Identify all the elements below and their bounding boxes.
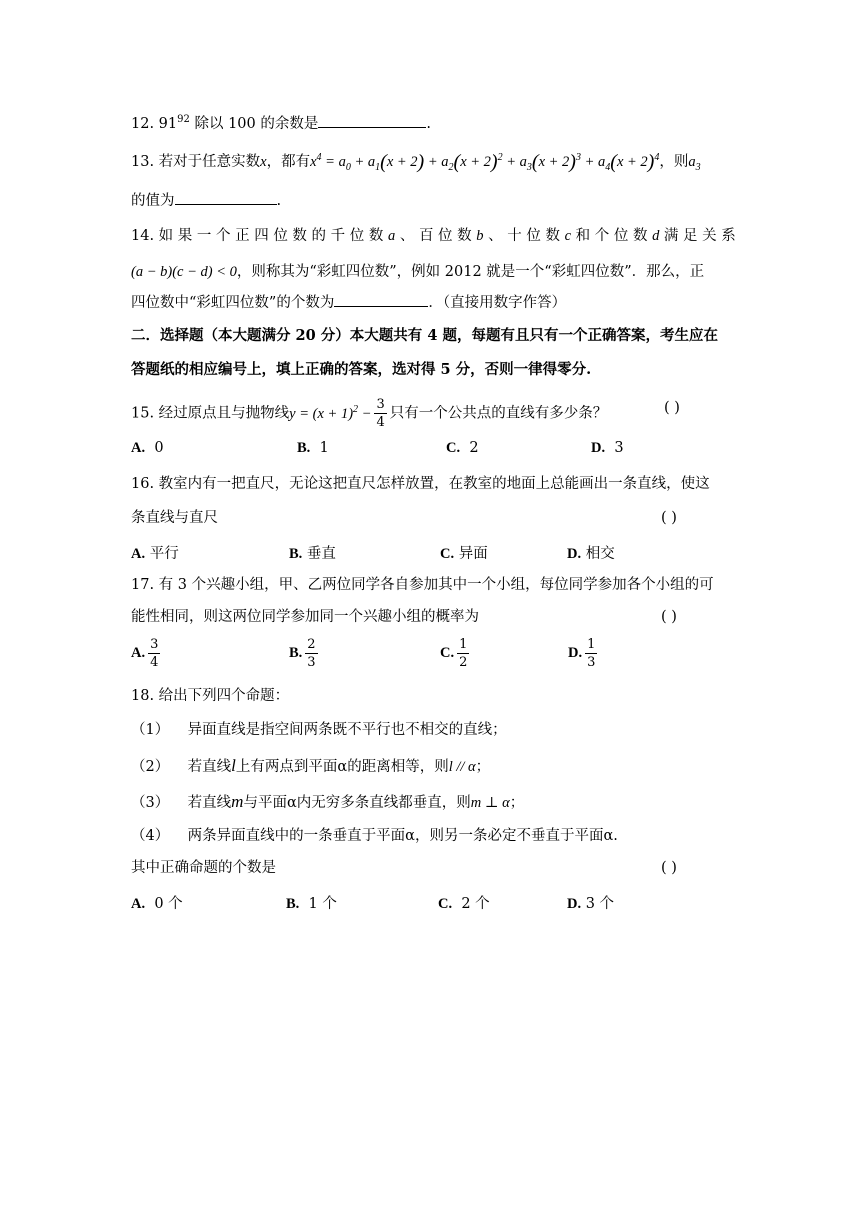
proposition-1 [131, 720, 507, 740]
proposition-index: （3） [131, 795, 170, 811]
proposition-3: （3） 若直线m与平面α内无穷多条直线都垂直，则m ⊥ α； [131, 792, 525, 811]
answer-blank[interactable] [175, 190, 277, 205]
answer-parentheses[interactable]: ( ) [661, 860, 677, 876]
variable-c: c [564, 228, 572, 244]
question-16-line2: 条直线与直尺 [131, 510, 218, 526]
question-text: 如 果 一 个 正 四 位 数 的 千 位 数 [158, 228, 384, 244]
answer-blank[interactable] [318, 113, 426, 128]
question-14 [131, 226, 736, 246]
question-12 [131, 113, 431, 134]
question-18-prompt: 其中正确命题的个数是 [131, 860, 276, 876]
option-d[interactable]: D. 3 [591, 440, 624, 456]
option-b[interactable]: B. $\frac{2}{3}$ [289, 637, 316, 670]
period: . [426, 116, 431, 132]
subscript: 3 [695, 161, 701, 173]
proposition-index: （1） [131, 722, 170, 738]
option-a[interactable]: A. $\frac{3}{4}$ [131, 637, 159, 670]
question-text: 给出下列四个命题： [158, 688, 290, 704]
proposition-text: 两条异面直线中的一条垂直于平面α，则另一条必定不垂直于平面α. [187, 828, 618, 844]
question-text: ．（直接用数字作答） [428, 295, 567, 311]
question-15 [131, 398, 607, 429]
question-text: ，都有 [266, 154, 311, 170]
option-d[interactable]: D. $\frac{1}{3}$ [568, 637, 596, 670]
question-text: 的值为 [131, 193, 175, 209]
question-text: 经过原点且与抛物线 [158, 405, 290, 422]
option-c[interactable]: C. $\frac{1}{2}$ [440, 637, 468, 670]
question-text: 满 足 关 系 [663, 228, 736, 244]
proposition-index: （2） [131, 759, 170, 775]
question-18 [131, 686, 289, 706]
expansion-formula: $x^4 = a_0 + a_1(x + 2) + a_2(x + 2)^2 + a_3(x + 2)^3 + a_4(x + 2)^4$ [310, 151, 660, 173]
answer-blank[interactable] [334, 292, 428, 307]
proposition-2: （2） 若直线l上有两点到平面α的距离相等，则l // α； [131, 756, 491, 775]
question-text: 四位数中“彩虹四位数”的个数为 [131, 295, 335, 311]
period: . [276, 193, 282, 209]
parabola-formula: $y = (x + 1)^2$ − [289, 403, 372, 422]
question-text: ，则 [659, 154, 689, 170]
variable-d: d [652, 228, 660, 244]
variable-a: a [387, 228, 396, 244]
question-text: 教室内有一把直尺，无论这把直尺怎样放置，在教室的地面上总能画出一条直线，使这 [158, 476, 710, 492]
answer-parentheses[interactable]: ( ) [661, 510, 677, 526]
question-text: 、 十 位 数 [488, 228, 560, 244]
section-instructions: 答题纸的相应编号上，填上正确的答案，选对得 5 分，否则一律得零分. [131, 361, 592, 378]
fraction: $\frac{3}{4}$ [376, 397, 385, 430]
proposition-text: 异面直线是指空间两条既不平行也不相交的直线； [187, 722, 507, 738]
option-b[interactable]: B. 垂直 [289, 546, 336, 562]
question-text: 有 3 个兴趣小组，甲、乙两位同学各自参加其中一个小组，每位同学参加各个小组的可 [158, 577, 714, 593]
option-b[interactable]: B. 1 [297, 440, 329, 456]
question-text: 和 个 位 数 [575, 228, 648, 244]
question-text: 、 百 位 数 [399, 228, 472, 244]
option-b[interactable]: B. 1 个 [286, 896, 337, 912]
question-text: 若对于任意实数 [158, 154, 261, 170]
answer-parentheses[interactable]: ( ) [664, 400, 680, 416]
option-a[interactable]: A. 平行 [131, 546, 179, 562]
option-d[interactable]: D. 3 个 [567, 896, 615, 912]
condition-formula: (a − b)(c − d) < 0 [131, 264, 237, 280]
question-number: 14. [131, 228, 155, 244]
variable-b: b [476, 228, 484, 244]
question-17-line2: 能性相同，则这两位同学参加同一个兴趣小组的概率为 [131, 609, 479, 625]
question-14-line2 [131, 262, 704, 282]
question-number: 13. [131, 154, 155, 170]
question-13 [131, 152, 701, 172]
variable-a3: a [688, 154, 696, 170]
proposition-4 [131, 826, 618, 846]
option-c[interactable]: C. 异面 [440, 546, 488, 562]
option-c[interactable]: C. 2 个 [438, 896, 490, 912]
question-13-line2 [131, 190, 281, 211]
power-exponent: 92 [177, 114, 190, 126]
option-c[interactable]: C. 2 [446, 440, 479, 456]
question-number: 12. [131, 116, 155, 132]
question-text: 只有一个公共点的直线有多少条？ [389, 405, 608, 422]
question-14-line3 [131, 292, 566, 313]
option-d[interactable]: D. 相交 [567, 546, 615, 562]
option-a[interactable]: A. 0 个 [131, 896, 183, 912]
question-number: 18. [131, 688, 155, 704]
answer-parentheses[interactable]: ( ) [661, 609, 677, 625]
power-base: 91 [158, 116, 178, 132]
question-number: 17. [131, 577, 155, 593]
question-number: 15. [131, 405, 155, 422]
question-text: 除以 100 的余数是 [194, 116, 319, 132]
question-text: ，则称其为“彩虹四位数”，例如 2012 就是一个“彩虹四位数”．那么，正 [236, 264, 705, 280]
proposition-index: （4） [131, 828, 170, 844]
variable-x: x [260, 154, 267, 170]
question-16 [131, 474, 710, 494]
option-a[interactable]: A. 0 [131, 440, 164, 456]
question-17 [131, 575, 714, 595]
section-heading: 二．选择题（本大题满分 20 分）本大题共有 4 题，每题有且只有一个正确答案，考生应在 [131, 327, 718, 344]
question-number: 16. [131, 476, 155, 492]
